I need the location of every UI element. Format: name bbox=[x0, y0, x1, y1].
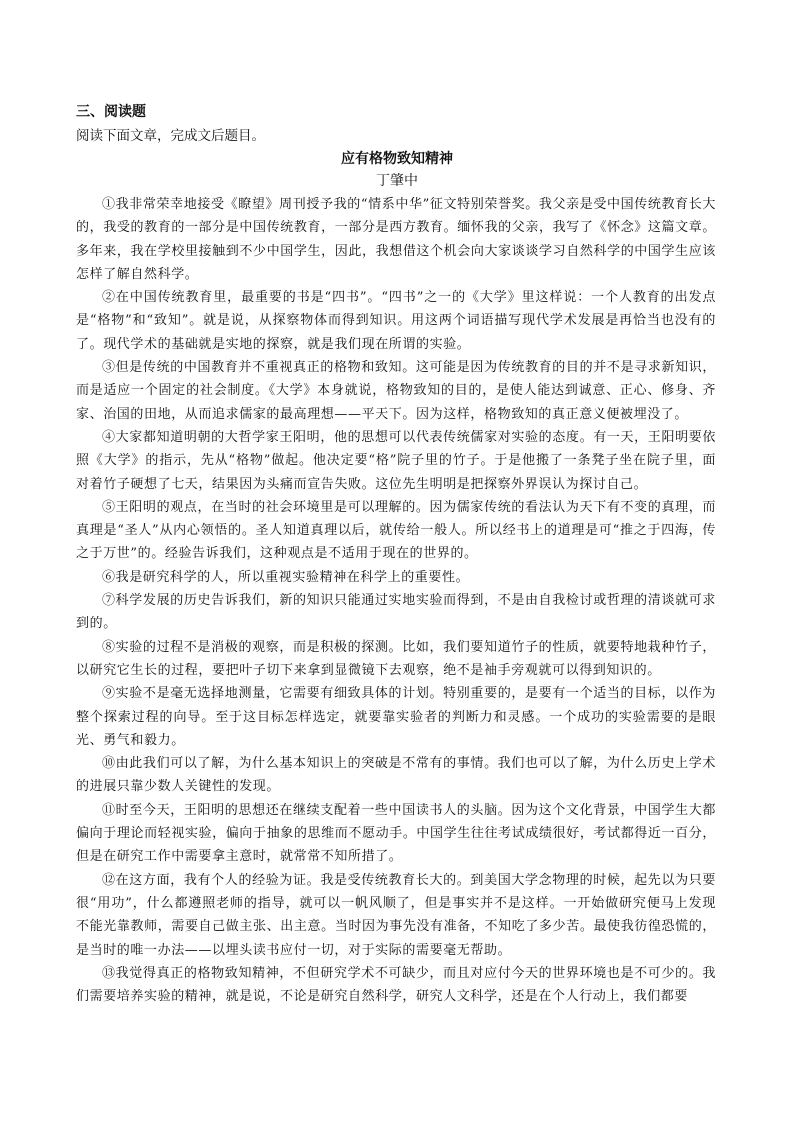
paragraph-5: ⑤王阳明的观点，在当时的社会环境里是可以理解的。因为儒家传统的看法认为天下有不变的真理，而真理是“圣人”从内心领悟的。圣人知道真理以后，就传给一般人。所以经书上的道理是可“推之于四海，传之于万世”的。经验告诉我们，这种观点是不适用于现在的世界的。 bbox=[76, 499, 716, 562]
article-body bbox=[76, 193, 716, 1008]
paragraph-9: ⑨实验不是毫无选择地测量，它需要有细致具体的计划。特别重要的，是要有一个适当的目标，以作为整个探索过程的向导。至于这目标怎样选定，就要靠实验者的判断力和灵感。一个成功的实验需要的是眼光、勇气和毅力。 bbox=[76, 686, 716, 748]
article-title: 应有格物致知精神 bbox=[341, 151, 453, 167]
paragraph-12: ⑫在这方面，我有个人的经验为证。我是受传统教育长大的。到美国大学念物理的时候，起先以为只要很“用功”，什么都遵照老师的指导，就可以一帆风顺了，但是事实并不是这样。一开始做研究便马上发现不能光靠教师，需要自己做主张、出主意。当时因为事先没有准备，不知吃了多少苦。最使我彷徨恐慌的，是当时的唯一办法——以埋头读书应付一切，对于实际的需要毫无帮助。 bbox=[76, 872, 716, 958]
paragraph-6: ⑥我是研究科学的人，所以重视实验精神在科学上的重要性。 bbox=[102, 569, 470, 585]
paragraph-7: ⑦科学发展的历史告诉我们，新的知识只能通过实地实验而得到，不是由自我检讨或哲理的清谈就可求到的。 bbox=[76, 593, 716, 632]
paragraph-11: ⑪时至今天，王阳明的思想还在继续支配着一些中国读书人的头脑。因为这个文化背景，中国学生大都偏向于理论而轻视实验，偏向于抽象的思维而不愿动手。中国学生往往考试成绩很好，考试都得近一百分，但是在研究工作中需要拿主意时，就常常不知所措了。 bbox=[76, 802, 716, 865]
article-author: 丁肇中 bbox=[376, 173, 418, 189]
section-heading: 三、阅读题 bbox=[76, 104, 146, 120]
paragraph-1: ①我非常荣幸地接受《瞭望》周刊授予我的“情系中华”征文特别荣誉奖。我父亲是受中国传统教育长大的，我受的教育的一部分是中国传统教育，一部分是西方教育。缅怀我的父亲，我写了《怀念》这篇文章。多年来，我在学校里接触到不少中国学生，因此，我想借这个机会向大家谈谈学习自然科学的中国学生应该怎样了解自然科学。 bbox=[76, 197, 716, 282]
paragraph-10: ⑩由此我们可以了解，为什么基本知识上的突破是不常有的事情。我们也可以了解，为什么历史上学术的进展只靠少数人关键性的发现。 bbox=[76, 756, 716, 795]
paragraph-8: ⑧实验的过程不是消极的观察，而是积极的探测。比如，我们要知道竹子的性质，就要特地栽种竹子，以研究它生长的过程，要把叶子切下来拿到显微镜下去观察，绝不是袖手旁观就可以得到知识的。 bbox=[76, 639, 716, 678]
paragraph-13: ⑬我觉得真正的格物致知精神，不但研究学术不可缺少，而且对应付今天的世界环境也是不可少的。我们需要培养实验的精神，就是说，不论是研究自然科学，研究人文科学，还是在个人行动上，我们都要 bbox=[76, 965, 716, 1005]
paragraph-3: ③但是传统的中国教育并不重视真正的格物和致知。这可能是因为传统教育的目的并不是寻求新知识，而是适应一个固定的社会制度。《大学》本身就说，格物致知的目的，是使人能达到诚意、正心、修身、齐家、治国的田地，从而追求儒家的最高理想——平天下。因为这样，格物致知的真正意义便被埋没了。 bbox=[76, 360, 716, 422]
paragraph-4: ④大家都知道明朝的大哲学家王阳明，他的思想可以代表传统儒家对实验的态度。有一天，王阳明要依照《大学》的指示，先从“格物”做起。他决定要“格”院子里的竹子。于是他搬了一条凳子坐在院子里，面对着竹子硬想了七天，结果因为头痛而宣告失败。这位先生明明是把探察外界误认为探讨自己。 bbox=[76, 429, 716, 492]
paragraph-2: ②在中国传统教育里，最重要的书是“四书”。“四书”之一的《大学》里这样说：一个人教育的出发点是“格物”和“致知”。就是说，从探察物体而得到知识。用这两个词语描写现代学术发展是再恰当也没有的了。现代学术的基础就是实地的探察，就是我们现在所谓的实验。 bbox=[76, 290, 716, 352]
instruction-text: 阅读下面文章，完成文后题目。 bbox=[76, 128, 265, 144]
